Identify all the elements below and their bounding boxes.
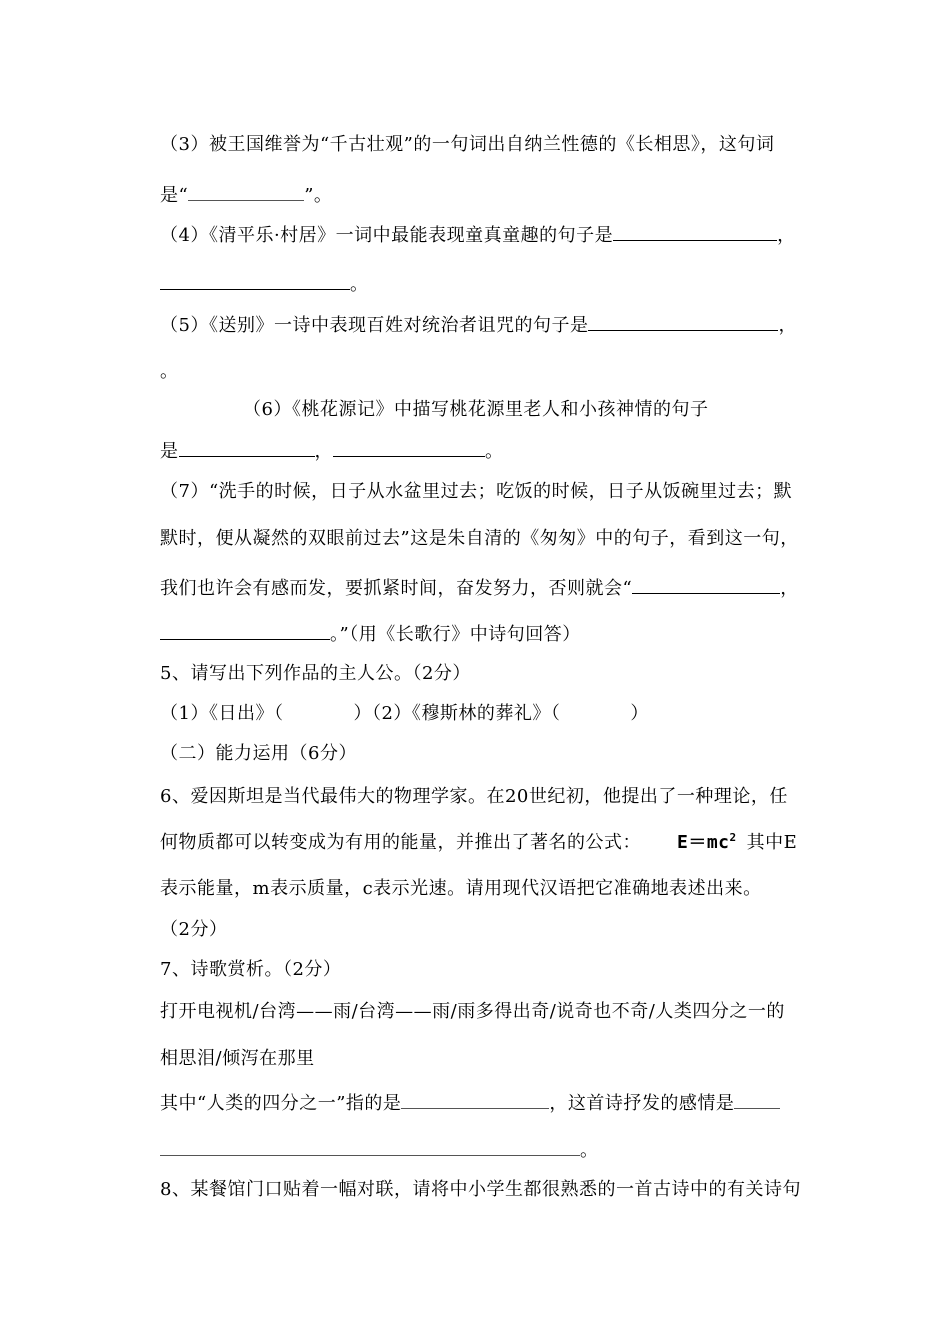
s6-line2-tail: 其中E <box>746 832 798 853</box>
s6-score: （2分） <box>160 919 228 940</box>
s7-title: 7、诗歌赏析。（2分） <box>160 959 342 980</box>
q6-comma: ， <box>314 441 333 462</box>
q5-line1 <box>160 312 797 338</box>
s7-question <box>160 1090 780 1116</box>
s5-item1-label: （1）《日出》（ <box>160 703 284 724</box>
s7-period: 。 <box>580 1140 599 1161</box>
q4-period: 。 <box>350 274 369 295</box>
s7-answer-blank-1[interactable] <box>401 1090 549 1109</box>
q5-line2: 。 <box>160 361 179 382</box>
q4-prompt: （4）《清平乐·村居》一词中最能表现童真童趣的句子是 <box>160 225 614 246</box>
s5-item1-close: ） <box>353 703 372 724</box>
s6-line3: 表示能量，m表示质量，c表示光速。请用现代汉语把它准确地表述出来。 <box>160 878 762 899</box>
formula-base: E＝mc <box>677 832 730 853</box>
s8-line1: 8、某餐馆门口贴着一幅对联，请将中小学生都很熟悉的一首古诗中的有关诗句 <box>160 1179 801 1200</box>
q4-line2 <box>160 271 369 297</box>
q7-line1: （7）“洗手的时候，日子从水盆里过去；吃饭的时候，日子从饭碗里过去；默 <box>160 481 793 502</box>
formula-exponent: 2 <box>729 831 737 844</box>
s7-answer-line <box>160 1137 599 1163</box>
q3-line1: （3）被王国维誉为“千古壮观”的一句词出自纳兰性德的《长相思》，这句词 <box>160 134 775 155</box>
q7-line4 <box>160 621 581 647</box>
q7-prompt: 我们也许会有感而发，要抓紧时间，奋发努力，否则就会“ <box>160 578 633 599</box>
q5-comma: ， <box>778 315 797 336</box>
q4-line1 <box>160 222 796 248</box>
q5-answer-blank[interactable] <box>588 312 778 331</box>
q7-answer-blank-1[interactable] <box>632 575 780 594</box>
q7-comma: ， <box>780 578 799 599</box>
s5-items <box>160 702 649 726</box>
s7-poem-line1: 打开电视机/台湾——雨/台湾——雨/雨多得出奇/说奇也不奇/人类四分之一的 <box>160 1001 785 1022</box>
s7-answer-blank-2a[interactable] <box>734 1090 780 1109</box>
q3-answer-blank[interactable] <box>188 182 304 201</box>
s7-question-mid: ，这首诗抒发的感情是 <box>549 1093 735 1114</box>
q7-source-note: 。”（用《长歌行》中诗句回答） <box>330 624 581 645</box>
einstein-formula <box>677 832 737 853</box>
q5-prompt: （5）《送别》一诗中表现百姓对统治者诅咒的句子是 <box>160 315 589 336</box>
part2-title: （二）能力运用（6分） <box>160 743 357 764</box>
q3-prefix: 是“ <box>160 185 189 206</box>
q4-answer-blank-2[interactable] <box>160 271 350 290</box>
s6-line2 <box>160 831 797 855</box>
q6-line2 <box>160 438 504 464</box>
s6-line2-text: 何物质都可以转变成为有用的能量，并推出了著名的公式： <box>160 832 641 853</box>
s7-poem-line2: 相思泪/倾泻在那里 <box>160 1048 315 1069</box>
q4-comma: ， <box>777 225 796 246</box>
q3-suffix: ”。 <box>304 185 333 206</box>
q3-line2 <box>160 182 332 208</box>
q6-answer-blank-1[interactable] <box>179 438 315 457</box>
q6-prefix: 是 <box>160 441 179 462</box>
s6-line1: 6、爱因斯坦是当代最伟大的物理学家。在20世纪初，他提出了一种理论，任 <box>160 786 788 807</box>
s5-item2-label: （2）《穆斯林的葬礼》（ <box>371 703 561 724</box>
q6-answer-blank-2[interactable] <box>333 438 485 457</box>
q6-line1: （6）《桃花源记》中描写桃花源里老人和小孩神情的句子 <box>243 399 709 420</box>
s5-title: 5、请写出下列作品的主人公。（2分） <box>160 663 471 684</box>
q6-period: 。 <box>485 441 504 462</box>
q7-line2: 默时，便从凝然的双眼前过去”这是朱自清的《匆匆》中的句子，看到这一句， <box>160 528 799 549</box>
s7-answer-blank-2b[interactable] <box>160 1137 580 1156</box>
q7-answer-blank-2[interactable] <box>160 621 330 640</box>
s5-item2-close: ） <box>630 703 649 724</box>
q4-answer-blank-1[interactable] <box>613 222 777 241</box>
q7-line3 <box>160 575 799 601</box>
s7-question-prompt: 其中“人类的四分之一”指的是 <box>160 1093 402 1114</box>
